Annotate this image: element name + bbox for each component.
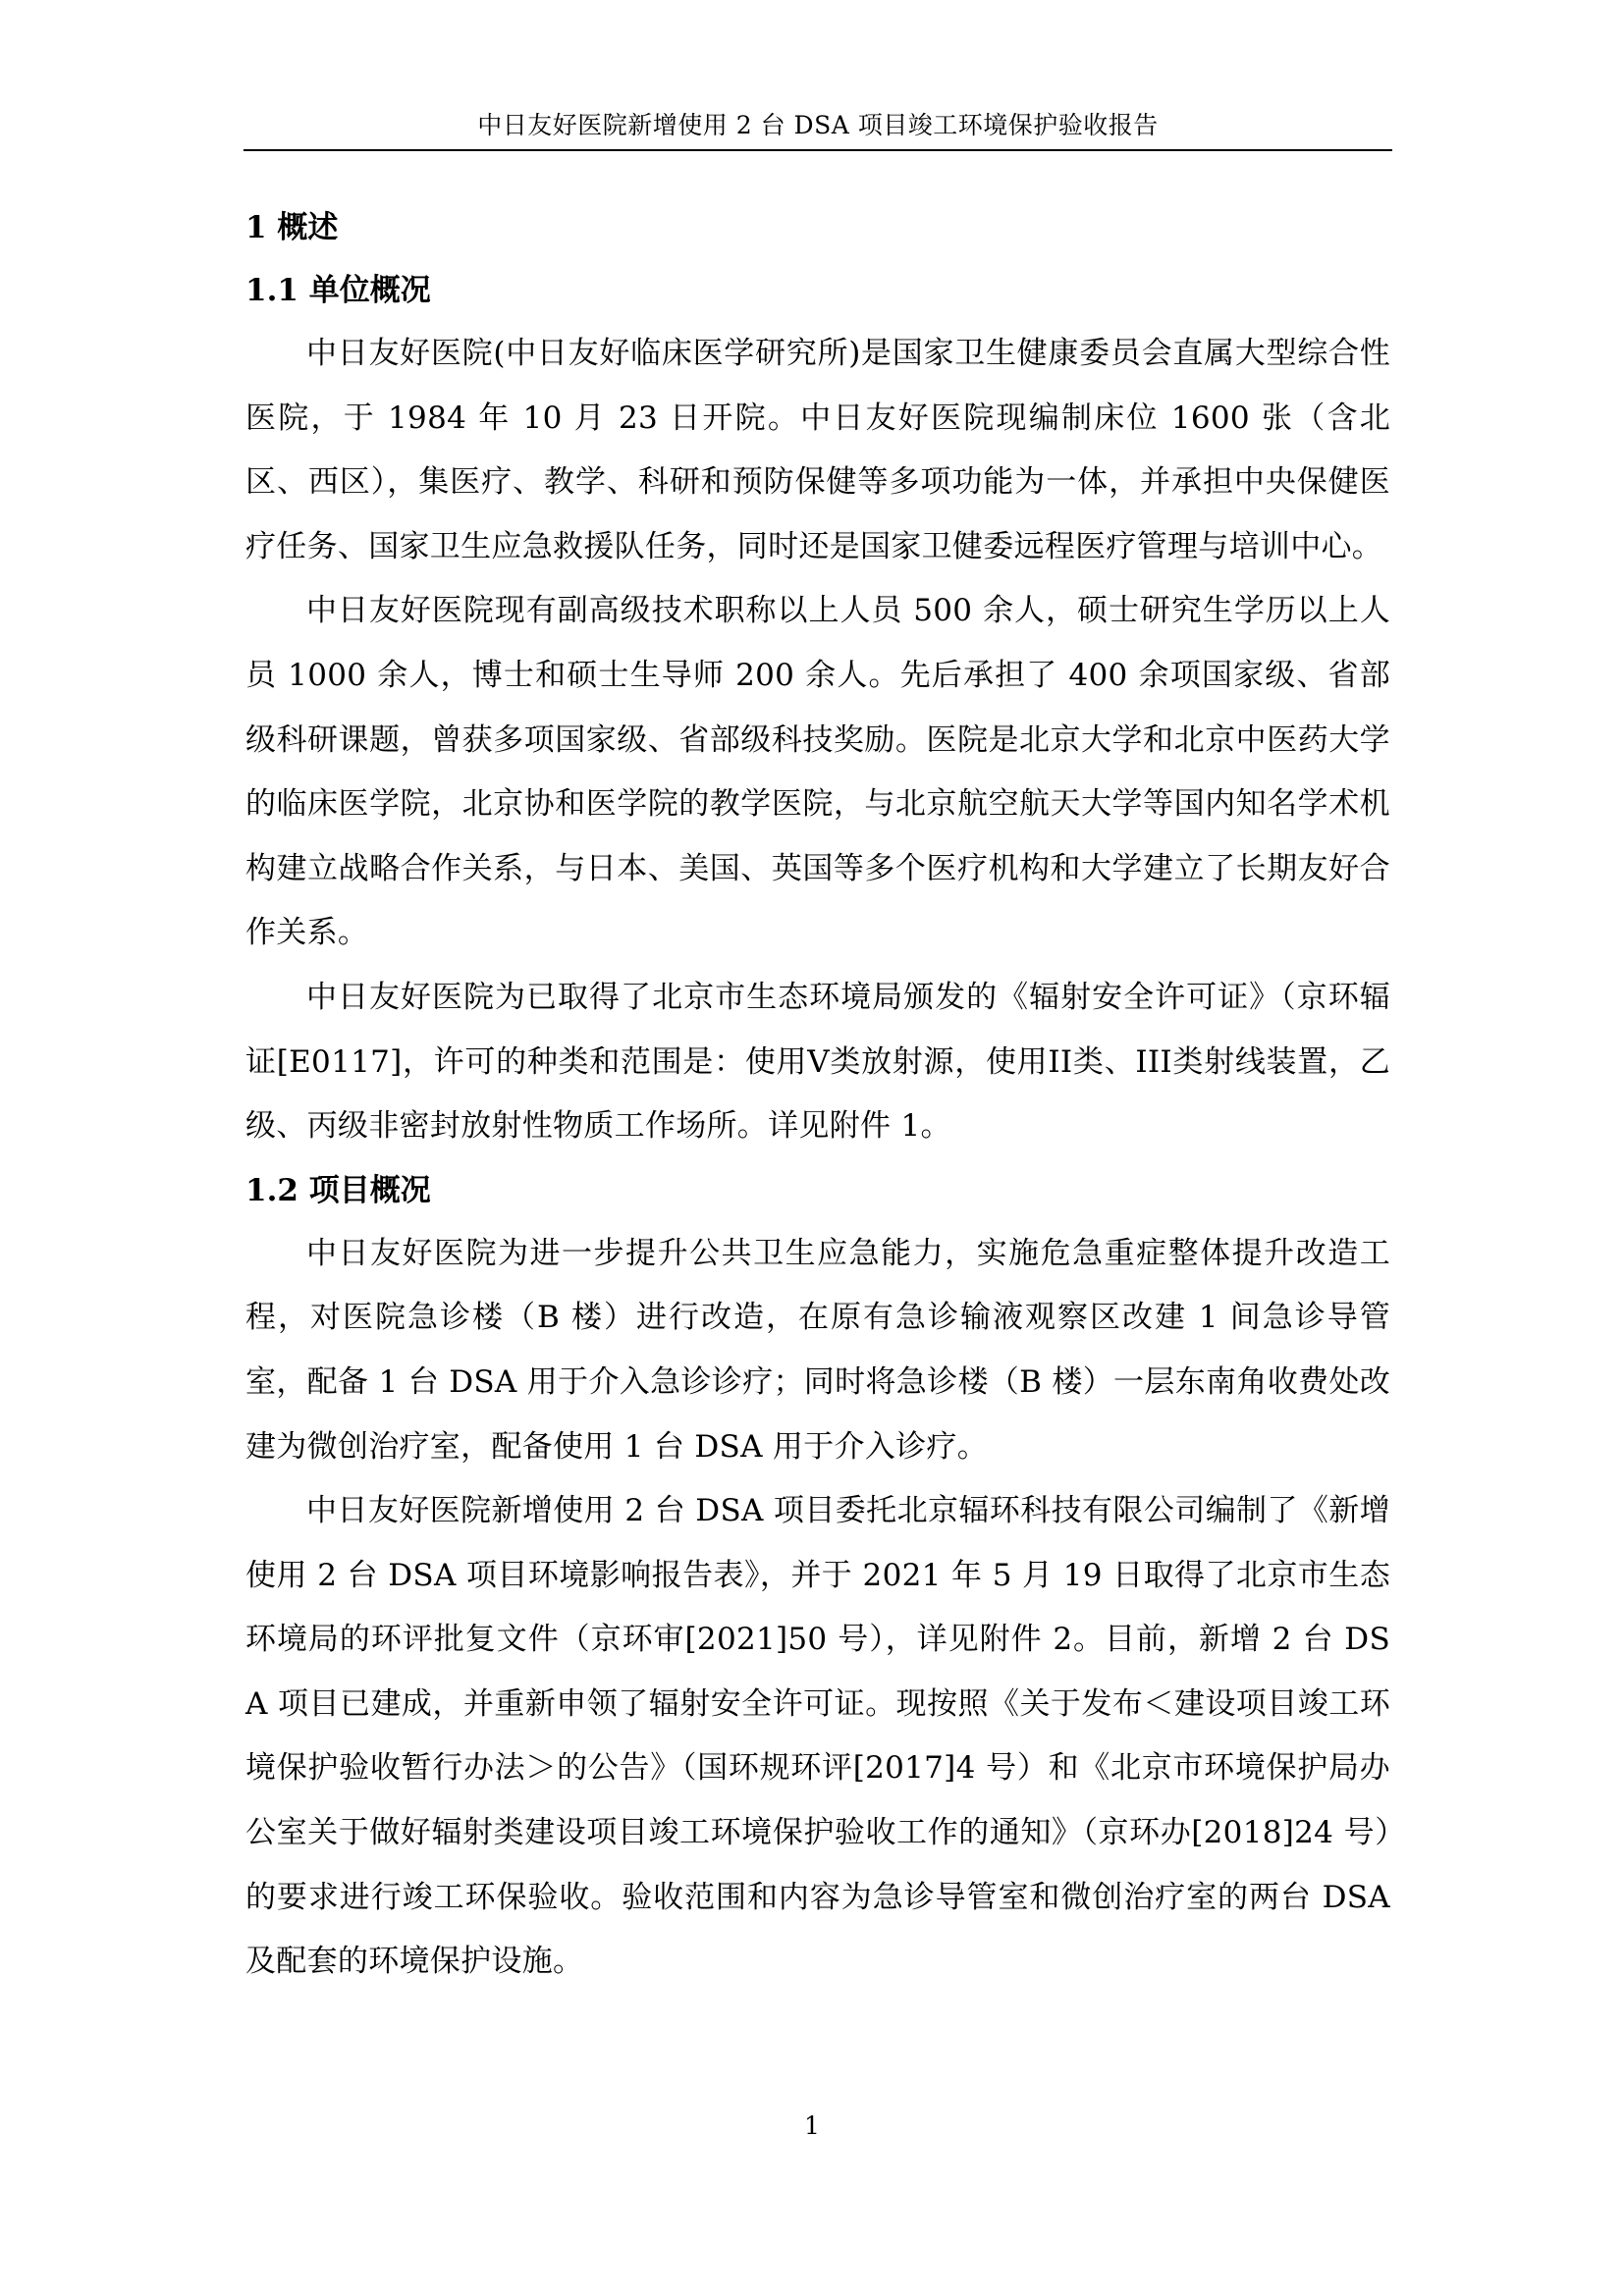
running-header: 中日友好医院新增使用 2 台 DSA 项目竣工环境保护验收报告 (477, 111, 1159, 139)
paragraph: 中日友好医院新增使用 2 台 DSA 项目委托北京辐环科技有限公司编制了《新增使用 2 台 DSA 项目环境影响报告表》，并于 2021 年 5 月 19 日取得了北京市生态环境局的环评批复文件（京环审[2021]50 号），详见附件 2。目前，新增 2 台 DSA 项目已建成，并重新申领了辐射安全许可证。现按照《关于发布＜建设项目竣工环境保护验收暂行办法＞的公告》（国环规环评[2017]4 号）和《北京市环境保护局办公室关于做好辐射类建设项目竣工环境保护验收工作的通知》（京环办[2018]24 号）的要求进行竣工环保验收。验收范围和内容为急诊导管室和微创治疗室的两台 DSA 及配套的环境保护设施。 (245, 1493, 1390, 1980)
section-heading-project-overview: 1.2 项目概况 (245, 1172, 431, 1208)
document-body (245, 196, 1390, 1995)
paragraph: 中日友好医院为进一步提升公共卫生应急能力，实施危急重症整体提升改造工程，对医院急诊楼（B 楼）进行改造，在原有急诊输液观察区改建 1 间急诊导管室，配备 1 台 DSA 用于介入急诊诊疗；同时将急诊楼（B 楼）一层东南角收费处改建为微创治疗室，配备使用 1 台 DSA 用于介入诊疗。 (245, 1235, 1390, 1465)
paragraph: 中日友好医院(中日友好临床医学研究所)是国家卫生健康委员会直属大型综合性医院，于 1984 年 10 月 23 日开院。中日友好医院现编制床位 1600 张（含北区、西区），集医疗、教学、科研和预防保健等多项功能为一体，并承担中央保健医疗任务、国家卫生应急救援队任务，同时还是国家卫健委远程医疗管理与培训中心。 (245, 336, 1390, 564)
paragraph: 中日友好医院现有副高级技术职称以上人员 500 余人，硕士研究生学历以上人员 1000 余人，博士和硕士生导师 200 余人。先后承担了 400 余项国家级、省部级科研课题，曾获多项国家级、省部级科技奖励。医院是北京大学和北京中医药大学的临床医学院，北京协和医学院的教学医院，与北京航空航天大学等国内知名学术机构建立战略合作关系，与日本、美国、英国等多个医疗机构和大学建立了长期友好合作关系。 (245, 593, 1390, 951)
page-number: 1 (804, 2111, 820, 2140)
section-heading-unit-overview: 1.1 单位概况 (245, 273, 431, 308)
section-heading-overview: 1 概述 (245, 210, 339, 245)
paragraph: 中日友好医院为已取得了北京市生态环境局颁发的《辐射安全许可证》（京环辐证[E0117]，许可的种类和范围是：使用V类放射源，使用II类、III类射线装置，乙级、丙级非密封放射性物质工作场所。详见附件 1。 (245, 979, 1390, 1145)
header-rule (244, 149, 1392, 151)
